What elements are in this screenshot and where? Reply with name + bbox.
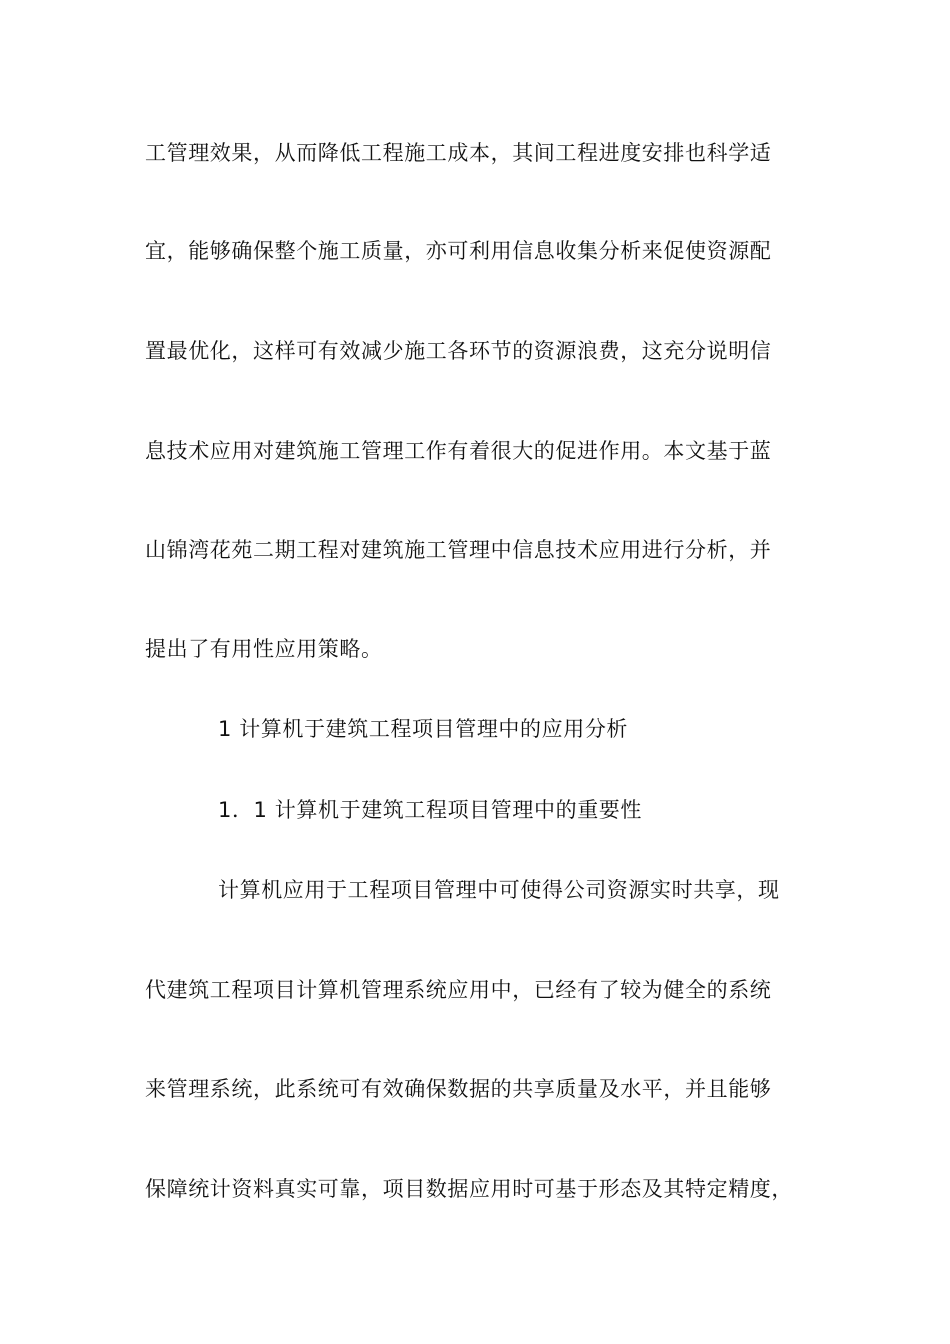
paragraph-1-line-5: 山锦湾花苑二期工程对建筑施工管理中信息技术应用进行分析，并 <box>145 538 772 562</box>
paragraph-1-line-3: 置最优化，这样可有效减少施工各环节的资源浪费，这充分说明信 <box>145 339 772 363</box>
paragraph-2-line-3: 来管理系统，此系统可有效确保数据的共享质量及水平，并且能够 <box>145 1077 772 1101</box>
section-heading-1: 1 计算机于建筑工程项目管理中的应用分析 <box>218 717 629 741</box>
paragraph-1-line-4: 息技术应用对建筑施工管理工作有着很大的促进作用。本文基于蓝 <box>145 439 772 463</box>
section-heading-1-1: 1．1 计算机于建筑工程项目管理中的重要性 <box>218 798 642 822</box>
paragraph-1-line-1: 工管理效果，从而降低工程施工成本，其间工程进度安排也科学适 <box>145 141 772 165</box>
paragraph-2-line-4: 保障统计资料真实可靠，项目数据应用时可基于形态及其特定精度， <box>145 1177 793 1201</box>
paragraph-1-line-2: 宜，能够确保整个施工质量，亦可利用信息收集分析来促使资源配 <box>145 239 772 263</box>
paragraph-2-line-1: 计算机应用于工程项目管理中可使得公司资源实时共享，现 <box>218 878 780 902</box>
paragraph-2-line-2: 代建筑工程项目计算机管理系统应用中，已经有了较为健全的系统 <box>145 978 772 1002</box>
paragraph-1-line-6: 提出了有用性应用策略。 <box>145 637 383 661</box>
